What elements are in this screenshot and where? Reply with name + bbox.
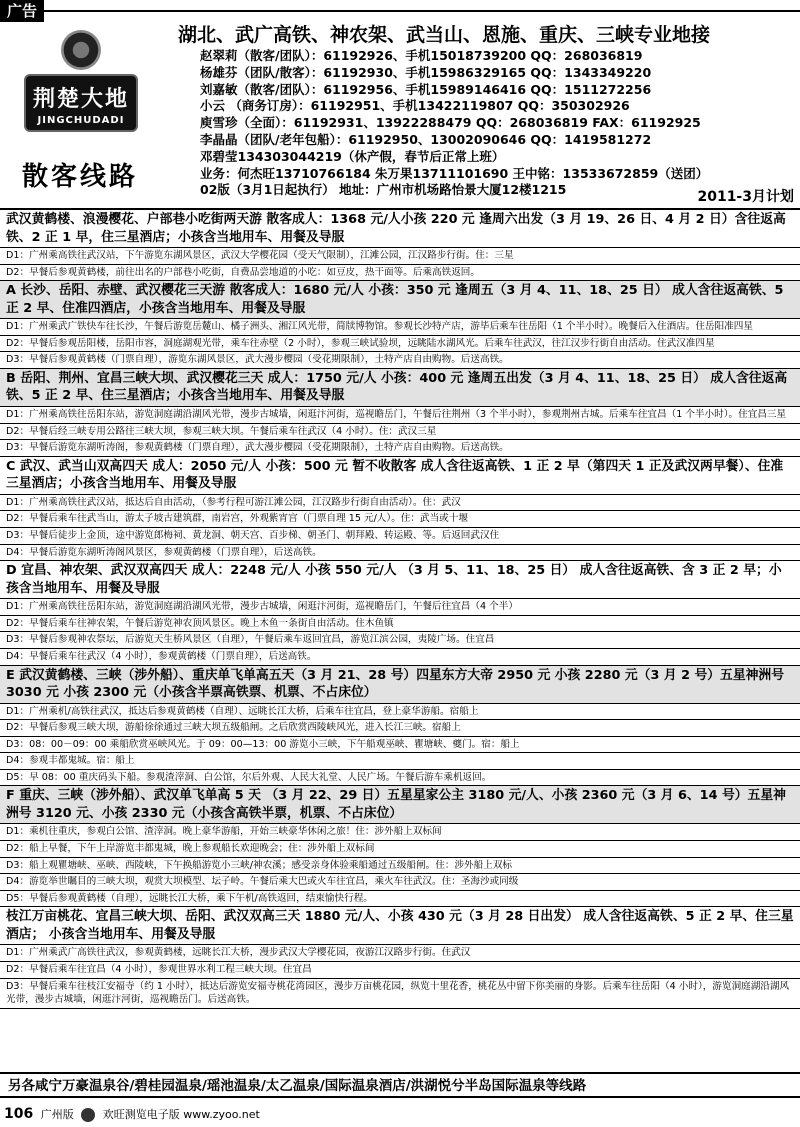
itinerary-day: D2：早餐后参观黄鹤楼，前往出名的户部巷小吃街，自费品尝地道的小吃：如豆皮，热干面等。后乘高铁返回。 bbox=[0, 265, 800, 282]
itinerary-day: D3：早餐后游览东湖听涛阁，参观黄鹤楼（门票自理），武大漫步樱园（受花期限制），土特产店自由购物。后送高铁。 bbox=[0, 440, 800, 457]
itinerary-day: D1：广州乘武广铁快车往长沙，午餐后游览岳麓山、橘子洲头、湘江风光带，简牍博物馆。参观长沙特产店，游毕后乘车往岳阳（1 个半小时）。晚餐后入住酒店。住岳阳准四星 bbox=[0, 319, 800, 336]
itinerary-day: D1：广州乘高铁往岳阳东站，游览洞庭湖沿湖风光带，漫步古城墙，闲逛汴河街，巡视瞻岳门，午餐后往宜昌（4 个半） bbox=[0, 599, 800, 616]
contact-line: 邓碧莹134303044219（休产假，春节后正常上班） bbox=[200, 148, 505, 164]
plan-label: 2011-3月计划 bbox=[697, 189, 794, 205]
top-rule bbox=[44, 10, 800, 12]
page-footer bbox=[4, 1106, 260, 1122]
itinerary-day: D4：早餐后乘车往武汉（4 小时），参观黄鹤楼（门票自理），后送高铁。 bbox=[0, 649, 800, 666]
brand-label: 欢旺测览电子版 www.zyoo.net bbox=[102, 1108, 260, 1121]
route-heading: 武汉黄鹤楼、浪漫樱花、户部巷小吃街两天游 散客成人：1368 元/人小孩 220 元 逢周六出发（3 月 19、26 日、4 月 2 日）含往返高铁、2 正 1 早，住三星酒店；小孩含当地用车、用餐及导服 bbox=[0, 210, 800, 248]
contact-list bbox=[200, 48, 708, 199]
route-heading: E 武汉黄鹤楼、三峡（涉外船）、重庆单飞单高五天（3 月 21、28 号）四星东方大帝 2950 元 小孩 2280 元（3 月 2 号）五星神洲号 3030 元 小孩 2300 元（小孩含半票高铁票、机票、不占床位） bbox=[0, 666, 800, 704]
header-title: 湖北、武广高铁、神农架、武当山、恩施、重庆、三峡专业地接 bbox=[178, 24, 711, 46]
contact-line: 赵翠莉（散客/团队）：61192926、手机15018739200 QQ：268036819 bbox=[200, 48, 643, 63]
contact-line: 业务：何杰旺13710766184 朱万果13711101690 王中铭：13533672859（送团） bbox=[200, 165, 709, 181]
itinerary-day: D1：广州乘高铁往岳阳东站，游览洞庭湖沿湖风光带，漫步古城墙，闲逛汴河街，巡视瞻岳门，午餐后往荆州（3 个半小时），参观荆州古城。后乘车往宜昌（1 个半小时）。住宜昌三星 bbox=[0, 407, 800, 424]
route-heading: 枝江万亩桃花、宜昌三峡大坝、岳阳、武汉双高三天 1880 元/人、小孩 430 元（3 月 28 日出发） 成人含往返高铁、5 正 2 早、住三星酒店； 小孩含当地用车、用餐及导服 bbox=[0, 907, 800, 945]
itinerary-day: D5：早 08：00 重庆码头下船。参观渣滓洞、白公馆，尔后外观、人民大礼堂、人民广场。午餐后游车乘机返回。 bbox=[0, 770, 800, 787]
itinerary-day: D3：早餐后参观神农祭坛，后游览天生桥风景区（自理），午餐后乘车返回宜昌，游览江滨公园，夷陵广场。住宜昌 bbox=[0, 632, 800, 649]
contact-line: 小云 （商务订房）：61192951、手机13422119807 QQ：350302926 bbox=[200, 98, 630, 114]
itinerary-day: D1：乘机往重庆，参观白公馆、渣滓洞。晚上豪华游船，开始三峡豪华休闲之旅！住：涉外船上双标间 bbox=[0, 824, 800, 841]
contact-line: 杨雄芬（团队/散客）：61192930、手机15986329165 QQ：1343349220 bbox=[200, 64, 652, 80]
contact-line: 李晶晶（团队/老年包船）：61192950、13002090646 QQ：1419581272 bbox=[200, 131, 652, 147]
itinerary-day: D1：广州乘高铁往武汉站，抵达后自由活动，（参考行程可游江滩公园，江汉路步行街自由活动）。住：武汉 bbox=[0, 495, 800, 512]
itinerary-day: D3：早餐后参观黄鹤楼（门票自理），游览东湖风景区，武大漫步樱园（受花期限制），土特产店自由购物。后送高铁。 bbox=[0, 352, 800, 369]
route-heading: C 武汉、武当山双高四天 成人：2050 元/人 小孩：500 元 暂不收散客 成人含往返高铁、1 正 2 早（第四天 1 正及武汉两早餐）、住准三星酒店；小孩含当地用车、用餐及导服 bbox=[0, 457, 800, 495]
itinerary-day: D2：早餐后参观三峡大坝，游船徐徐通过三峡大坝五级船闸。之后欣赏西陵峡风光，进入长江三峡。宿船上 bbox=[0, 720, 800, 737]
itinerary-day: D2：早餐后乘车往神农架，午餐后游览神农顶风景区。晚上木鱼一条街自由活动。住木鱼镇 bbox=[0, 616, 800, 633]
route-heading: A 长沙、岳阳、赤壁、武汉樱花三天游 散客成人：1680 元/人 小孩：350 元 逢周五（3 月 4、11、18、25 日） 成人含往返高铁、5 正 2 早、住准四酒店，小孩含当地用车、用餐及导服 bbox=[0, 281, 800, 319]
edition-label: 广州版 bbox=[40, 1108, 74, 1121]
route-heading: B 岳阳、荆州、宜昌三峡大坝、武汉樱花三天 成人：1750 元/人 小孩：400 元 逢周五出发（3 月 4、11、18、25 日） 成人含往返高铁、5 正 2 早、住三星酒店；小孩含当地用车、用餐及导服 bbox=[0, 369, 800, 407]
logo-en: JINGCHUDADI bbox=[37, 115, 125, 126]
logo-badge bbox=[24, 74, 138, 132]
route-list bbox=[0, 208, 800, 1086]
magazine-logo-icon bbox=[81, 1108, 95, 1122]
ad-tag: 广告 bbox=[0, 0, 44, 22]
page-number: 106 bbox=[4, 1106, 34, 1122]
section-label: 散客线路 bbox=[22, 162, 139, 192]
itinerary-day: D1：广州乘高铁往武汉站，下午游览东湖风景区，武汉大学樱花园（受天气限制），江滩公园，江汉路步行街。住：三星 bbox=[0, 248, 800, 265]
contact-line: 刘嘉敏（散客/团队）：61192956、手机15989146416 QQ：1511272256 bbox=[200, 81, 652, 97]
itinerary-day: D2：船上早餐，下午上岸游览丰都鬼城，晚上参观船长欢迎晚会；住：涉外船上双标间 bbox=[0, 841, 800, 858]
itinerary-day: D3：08：00－09：00 乘船欣赏巫峡风光。于 09：00—13：00 游览小三峡，下午船观巫峡、瞿塘峡、夔门。宿：船上 bbox=[0, 737, 800, 754]
itinerary-day: D3：早餐后乘车往枝江安福寺（约 1 小时），抵达后游览安福寺桃花湾园区，漫步万亩桃花园，纵览十里花香，桃花丛中留下你美丽的身影。后乘车往岳阳（4 小时），游览洞庭湖沿湖风光带，漫步古城墙，闲逛汴河街，巡视瞻岳门。后送高铁。 bbox=[0, 979, 800, 1009]
logo-emblem-icon bbox=[61, 30, 101, 70]
itinerary-day: D4：早餐后游览东湖听涛阁风景区，参观黄鹤楼（门票自理），后送高铁。 bbox=[0, 545, 800, 562]
itinerary-day: D2：早餐后乘车往宜昌（4 小时），参观世界水利工程三峡大坝。住宜昌 bbox=[0, 962, 800, 979]
itinerary-day: D4：参观丰都鬼城。宿：船上 bbox=[0, 753, 800, 770]
contact-line: 02版（3月1日起执行） 地址：广州市机场路怡景大厦12楼1215 bbox=[200, 182, 567, 198]
contact-line: 庾雪珍（全面）：61192931、13922288479 QQ：268036819 FAX：61192925 bbox=[200, 115, 701, 131]
itinerary-day: D2：早餐后乘车往武当山，游太子坡古建筑群，南岩宫，外观紫宵宫（门票自理 15 元/人）。住：武当或十堰 bbox=[0, 511, 800, 528]
itinerary-day: D1：广州乘机/高铁往武汉，抵达后参观黄鹤楼（自理）、远眺长江大桥，后乘车往宜昌，登上豪华游船。宿船上 bbox=[0, 704, 800, 721]
itinerary-day: D2：早餐后经三峡专用公路往三峡大坝，参观三峡大坝。午餐后乘车往武汉（4 小时）。住：武汉三星 bbox=[0, 424, 800, 441]
company-logo bbox=[6, 30, 156, 140]
itinerary-day: D1：广州乘武广高铁往武汉，参观黄鹤楼，远眺长江大桥，漫步武汉大学樱花园，夜游江汉路步行街。住武汉 bbox=[0, 945, 800, 962]
itinerary-day: D5：早餐后参观黄鹤楼（自理），远眺长江大桥，乘下午机/高铁返回，结束愉快行程。 bbox=[0, 891, 800, 908]
itinerary-day: D2：早餐后参观岳阳楼，岳阳市容，洞庭湖观光带，乘车往赤壁（2 小时），参观三峡试验坝，远眺陆水湖风光。后乘车往武汉，往江汉步行街自由活动。住武汉准四星 bbox=[0, 336, 800, 353]
itinerary-day: D3：早餐后徒步上金顶，途中游览郎梅祠、黄龙洞、朝天宫、百步梯、朝圣门、朝拜殿、转运殿、等。后返回武汉住 bbox=[0, 528, 800, 545]
itinerary-day: D4：游览举世瞩目的三峡大坝，观赏大坝模型、坛子岭。午餐后乘大巴或火车往宜昌，乘火车往武汉。住：圣海沙或同级 bbox=[0, 874, 800, 891]
route-heading: F 重庆、三峡（涉外船）、武汉单飞单高 5 天 （3 月 22、29 日）五星星家公主 3180 元/人、小孩 2360 元（3 月 6、14 号）五星神洲号 3120 元、小孩 2330 元（小孩含高铁半票，机票、不占床位） bbox=[0, 786, 800, 824]
logo-cn: 荆楚大地 bbox=[32, 87, 129, 112]
route-heading: D 宜昌、神农架、武汉双高四天 成人：2248 元/人 小孩 550 元/人 （3 月 5、11、18、25 日） 成人含往返高铁、含 3 正 2 早；小孩含当地用车、用餐及导服 bbox=[0, 561, 800, 599]
itinerary-day: D3：船上观瞿塘峡、巫峡、西陵峡，下午换船游览小三峡/神农溪；感受亲身体验乘船通过五级船闸。住：涉外船上双标 bbox=[0, 858, 800, 875]
footer-line: 另各咸宁万豪温泉谷/碧桂园温泉/瑶池温泉/太乙温泉/国际温泉酒店/洪湖悦兮半岛国际温泉等线路 bbox=[0, 1072, 800, 1098]
